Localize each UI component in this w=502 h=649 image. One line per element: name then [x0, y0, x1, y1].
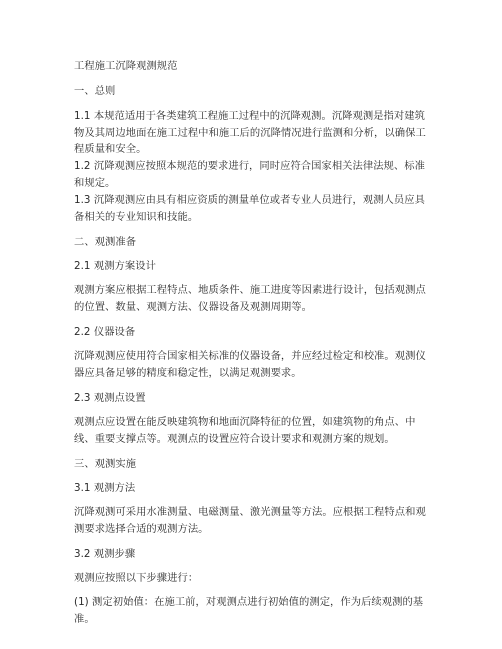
step-1-initial-value: (1) 测定初始值：在施工前，对观测点进行初始值的测定，作为后续观测的基准。	[74, 596, 424, 625]
clause-2-1-body: 观测方案应根据工程特点、地质条件、施工进度等因素进行设计，包括观测点的位置、数量、观测方法、仪器设备及观测周期等。	[74, 284, 426, 313]
clause-3-1-heading: 3.1 观测方法	[74, 482, 136, 494]
clause-2-1-heading: 2.1 观测方案设计	[74, 260, 156, 272]
clause-2-2-heading: 2.2 仪器设备	[74, 326, 136, 338]
clause-2-2-body: 沉降观测应使用符合国家相关标准的仪器设备，并应经过检定和校准。观测仪器应具备足够的精度和稳定性，以满足观测要求。	[74, 350, 426, 379]
clause-1-2: 1.2 沉降观测应按照本规范的要求进行，同时应符合国家相关法律法规、标准和规定。	[74, 160, 425, 189]
clause-2-3-heading: 2.3 观测点设置	[74, 392, 146, 404]
section-heading-preparation: 二、观测准备	[74, 236, 137, 248]
section-heading-general: 一、总则	[74, 85, 116, 97]
clause-2-3-body: 观测点应设置在能反映建筑物和地面沉降特征的位置，如建筑物的角点、中线、重要支撑点等。观测点的设置应符合设计要求和观测方案的规划。	[74, 416, 416, 445]
clause-3-2-heading: 3.2 观测步骤	[74, 548, 136, 560]
clause-3-1-body: 沉降观测可采用水准测量、电磁测量、激光测量等方法。应根据工程特点和观测要求选择合适的观测方法。	[74, 506, 426, 535]
document-title: 工程施工沉降观测规范	[74, 60, 178, 72]
clause-1-3: 1.3 沉降观测应由具有相应资质的测量单位或者专业人员进行，观测人员应具备相关的专业知识和技能。	[74, 194, 425, 223]
clause-3-2-intro: 观测应按照以下步骤进行：	[74, 572, 199, 584]
clause-1-1: 1.1 本规范适用于各类建筑工程施工过程中的沉降观测。沉降观测是指对建筑物及其周边地面在施工过程中和施工后的沉降情况进行监测和分析，以确保工程质量和安全。	[74, 110, 426, 156]
section-heading-implementation: 三、观测实施	[74, 458, 137, 470]
